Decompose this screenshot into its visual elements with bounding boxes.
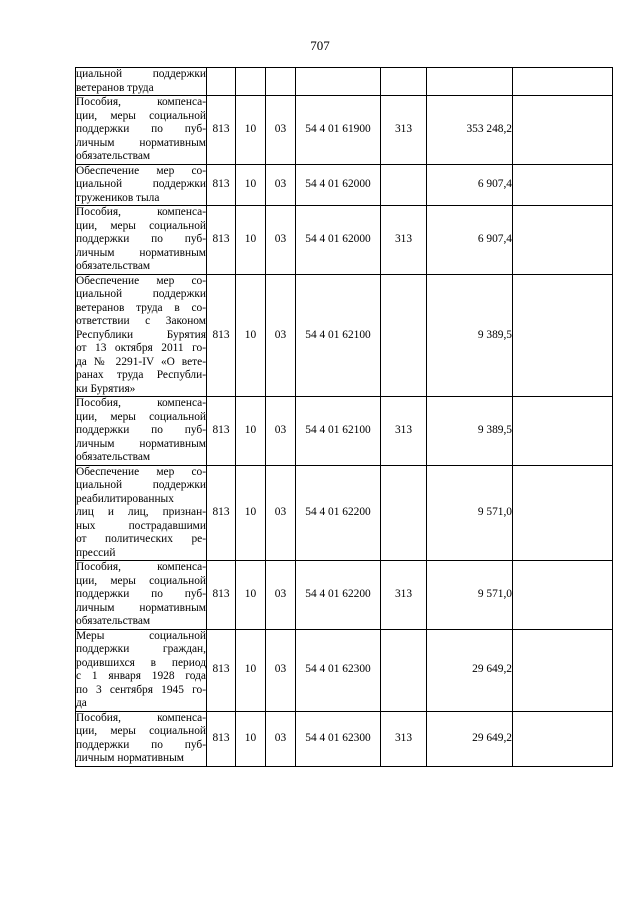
expense-type-code: 313 <box>381 711 427 766</box>
description-line: ранах труда Республи- <box>76 369 206 381</box>
department-code: 813 <box>207 274 236 397</box>
table-row <box>76 711 613 766</box>
amount <box>427 68 513 96</box>
description-line: ции, меры социальной <box>76 410 206 423</box>
empty-cell <box>513 96 613 165</box>
department-code: 813 <box>207 397 236 466</box>
subsection-code: 03 <box>266 465 296 561</box>
description-line: ции, меры социальной <box>76 109 206 122</box>
budget-table <box>75 67 613 767</box>
description-line: от политических ре- <box>76 533 206 545</box>
description-line: поддержки по пуб- <box>76 588 206 600</box>
description-line: Пособия, компенса- <box>76 96 206 108</box>
department-code: 813 <box>207 561 236 630</box>
amount: 6 907,4 <box>427 206 513 275</box>
description-line: ных пострадавшими <box>76 519 206 532</box>
department-code: 813 <box>207 164 236 206</box>
description-line: обязательствам <box>76 615 151 627</box>
description-line: циальной поддержки <box>76 288 206 300</box>
description-line: Обеспечение мер со- <box>76 164 206 177</box>
section-code: 10 <box>236 274 266 397</box>
description-line: циальной поддержки <box>76 68 206 80</box>
expense-type-code: 313 <box>381 561 427 630</box>
amount: 29 649,2 <box>427 711 513 766</box>
description-line: Пособия, компенса- <box>76 397 206 409</box>
description-line: личным нормативным <box>76 136 206 149</box>
subsection-code: 03 <box>266 561 296 630</box>
description-line: да <box>76 697 87 709</box>
department-code: 813 <box>207 206 236 275</box>
amount: 353 248,2 <box>427 96 513 165</box>
empty-cell <box>513 164 613 206</box>
empty-cell <box>513 274 613 397</box>
table-row <box>76 164 613 206</box>
description-line: личным нормативным <box>76 246 206 259</box>
target-article-code: 54 4 01 62200 <box>296 465 381 561</box>
description-line: да № 2291-IV «О вете- <box>76 355 206 368</box>
description-line: прессий <box>76 546 116 559</box>
subsection-code: 03 <box>266 629 296 711</box>
subsection-code: 03 <box>266 164 296 206</box>
subsection-code: 03 <box>266 711 296 766</box>
description-line: обязательствам <box>76 451 151 463</box>
description-line: Пособия, компенса- <box>76 206 206 218</box>
description-line: родившихся в период <box>76 656 206 669</box>
description-line: поддержки по пуб- <box>76 233 206 245</box>
description-line: поддержки по пуб- <box>76 123 206 135</box>
target-article-code: 54 4 01 62100 <box>296 397 381 466</box>
subsection-code: 03 <box>266 96 296 165</box>
subsection-code: 03 <box>266 274 296 397</box>
description-line: реабилитированных <box>76 492 174 505</box>
description-line: Республики Бурятия <box>76 328 206 341</box>
section-code: 10 <box>236 711 266 766</box>
description-line: лиц и лиц, признан- <box>76 506 206 518</box>
description-line: ции, меры социальной <box>76 574 206 587</box>
item-description <box>76 465 207 561</box>
item-description <box>76 96 207 165</box>
section-code: 10 <box>236 561 266 630</box>
department-code: 813 <box>207 629 236 711</box>
expense-type-code <box>381 274 427 397</box>
item-description <box>76 164 207 206</box>
item-description <box>76 206 207 275</box>
description-line: Пособия, компенса- <box>76 561 206 573</box>
section-code: 10 <box>236 465 266 561</box>
target-article-code: 54 4 01 62300 <box>296 629 381 711</box>
description-line: поддержки по пуб- <box>76 738 206 751</box>
description-line: обязательствам <box>76 260 151 272</box>
amount: 29 649,2 <box>427 629 513 711</box>
subsection-code <box>266 68 296 96</box>
section-code: 10 <box>236 164 266 206</box>
expense-type-code <box>381 465 427 561</box>
target-article-code: 54 4 01 62300 <box>296 711 381 766</box>
table-row <box>76 629 613 711</box>
table-row <box>76 274 613 397</box>
description-line: Обеспечение мер со- <box>76 465 206 478</box>
description-line: ки Бурятия» <box>76 382 136 395</box>
description-line: поддержки по пуб- <box>76 424 206 436</box>
item-description <box>76 561 207 630</box>
section-code: 10 <box>236 629 266 711</box>
expense-type-code <box>381 629 427 711</box>
page-number: 707 <box>310 38 330 53</box>
description-line: Меры социальной <box>76 629 206 642</box>
description-line: ветеранов труда <box>76 81 154 94</box>
description-line: по 3 сентября 1945 го- <box>76 683 206 696</box>
empty-cell <box>513 629 613 711</box>
description-line: личным нормативным <box>76 752 184 764</box>
description-line: ветеранов труда в со- <box>76 301 206 314</box>
section-code: 10 <box>236 96 266 165</box>
subsection-code: 03 <box>266 397 296 466</box>
table-row <box>76 561 613 630</box>
description-line: личным нормативным <box>76 601 206 614</box>
description-line: от 13 октября 2011 го- <box>76 342 206 354</box>
target-article-code: 54 4 01 62200 <box>296 561 381 630</box>
empty-cell <box>513 465 613 561</box>
department-code: 813 <box>207 711 236 766</box>
description-line: циальной поддержки <box>76 178 206 190</box>
amount: 9 389,5 <box>427 274 513 397</box>
description-line: тружеников тыла <box>76 191 160 204</box>
expense-type-code: 313 <box>381 206 427 275</box>
table-row <box>76 96 613 165</box>
description-line: Обеспечение мер со- <box>76 274 206 287</box>
item-description <box>76 397 207 466</box>
section-code: 10 <box>236 397 266 466</box>
table-row <box>76 68 613 96</box>
description-line: Пособия, компенса- <box>76 711 206 724</box>
item-description <box>76 68 207 96</box>
target-article-code: 54 4 01 61900 <box>296 96 381 165</box>
department-code: 813 <box>207 96 236 165</box>
empty-cell <box>513 711 613 766</box>
description-line: циальной поддержки <box>76 479 206 491</box>
target-article-code: 54 4 01 62000 <box>296 164 381 206</box>
description-line: поддержки граждан, <box>76 643 206 655</box>
expense-type-code: 313 <box>381 397 427 466</box>
item-description <box>76 629 207 711</box>
table-row <box>76 397 613 466</box>
expense-type-code <box>381 68 427 96</box>
item-description <box>76 274 207 397</box>
table-row <box>76 206 613 275</box>
expense-type-code: 313 <box>381 96 427 165</box>
description-line: с 1 января 1928 года <box>76 670 206 682</box>
description-line: ции, меры социальной <box>76 219 206 232</box>
target-article-code: 54 4 01 62100 <box>296 274 381 397</box>
amount: 9 389,5 <box>427 397 513 466</box>
description-line: ции, меры социальной <box>76 725 206 737</box>
amount: 9 571,0 <box>427 465 513 561</box>
description-line: ответствии с Законом <box>76 315 206 327</box>
table-row <box>76 465 613 561</box>
department-code <box>207 68 236 96</box>
amount: 6 907,4 <box>427 164 513 206</box>
empty-cell <box>513 561 613 630</box>
target-article-code: 54 4 01 62000 <box>296 206 381 275</box>
description-line: обязательствам <box>76 150 151 162</box>
description-line: личным нормативным <box>76 437 206 450</box>
expense-type-code <box>381 164 427 206</box>
amount: 9 571,0 <box>427 561 513 630</box>
subsection-code: 03 <box>266 206 296 275</box>
empty-cell <box>513 397 613 466</box>
section-code: 10 <box>236 206 266 275</box>
section-code <box>236 68 266 96</box>
target-article-code <box>296 68 381 96</box>
item-description <box>76 711 207 766</box>
empty-cell <box>513 68 613 96</box>
empty-cell <box>513 206 613 275</box>
department-code: 813 <box>207 465 236 561</box>
